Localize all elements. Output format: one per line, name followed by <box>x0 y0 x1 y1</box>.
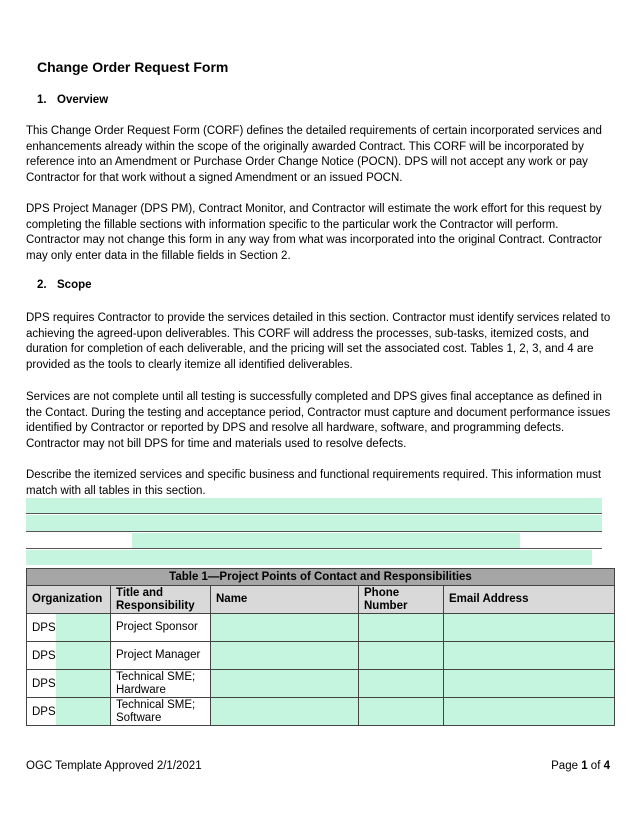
table-row <box>27 670 615 698</box>
organization-fill[interactable] <box>56 614 110 641</box>
phone-field[interactable] <box>359 614 444 642</box>
section-number: 2. <box>37 279 47 291</box>
organization-fill[interactable] <box>56 698 110 725</box>
section-heading-text: Overview <box>57 94 109 106</box>
organization-cell <box>27 698 111 726</box>
section-heading-overview <box>37 94 108 106</box>
footer-page-number <box>551 760 610 772</box>
organization-label: DPS <box>32 705 56 718</box>
organization-fill[interactable] <box>56 670 110 697</box>
organization-fill[interactable] <box>56 642 110 669</box>
organization-label: DPS <box>32 621 56 634</box>
name-field[interactable] <box>211 642 359 670</box>
title-cell: Project Sponsor <box>111 614 211 642</box>
title-cell: Technical SME; Software <box>111 698 211 726</box>
name-field[interactable] <box>211 698 359 726</box>
organization-label: DPS <box>32 649 56 662</box>
email-field[interactable] <box>444 614 615 642</box>
section-number: 1. <box>37 94 47 106</box>
email-field[interactable] <box>444 670 615 698</box>
name-field[interactable] <box>211 614 359 642</box>
phone-field[interactable] <box>359 670 444 698</box>
section-heading-text: Scope <box>57 279 92 291</box>
requirements-fill-line-3 <box>26 533 602 549</box>
page-current: 1 <box>581 760 588 772</box>
column-header-organization: Organization <box>27 586 111 614</box>
table-caption: Table 1—Project Points of Contact and Responsibilities <box>27 569 615 586</box>
points-of-contact-table <box>26 568 615 726</box>
table-row <box>27 642 615 670</box>
page-of: of <box>587 760 604 772</box>
page-prefix: Page <box>551 760 582 772</box>
column-header-name: Name <box>211 586 359 614</box>
email-field[interactable] <box>444 698 615 726</box>
title-cell: Project Manager <box>111 642 211 670</box>
organization-cell <box>27 614 111 642</box>
overview-paragraph-2: DPS Project Manager (DPS PM), Contract Monitor, and Contractor will estimate the work effort for this request by completing the fillable sections with information specific to the particular work the Contractor will perform. Contractor may not change this form in any way from what was incorporated into the original Contract. Contractor may only enter data in the fillable fields in Section 2. <box>26 203 602 262</box>
footer-template-approval: OGC Template Approved 2/1/2021 <box>26 760 202 772</box>
requirements-fill-field-3[interactable] <box>132 533 520 548</box>
page-total: 4 <box>603 760 610 772</box>
phone-field[interactable] <box>359 642 444 670</box>
overview-paragraph-1: This Change Order Request Form (CORF) defines the detailed requirements of certain incorporated services and enhancements already within the scope of the originally awarded Contract. This CORF will be incorporated by reference into an Amendment or Purchase Order Change Notice (POCN). DPS will not accept any work or pay Contractor for that work without a signed Amendment or an issued POCN. <box>26 125 602 184</box>
title-cell: Technical SME; Hardware <box>111 670 211 698</box>
organization-label: DPS <box>32 677 56 690</box>
phone-field[interactable] <box>359 698 444 726</box>
scope-paragraph-2: Services are not complete until all testing is successfully completed and DPS gives final acceptance as defined in the Contact. During the testing and acceptance period, Contractor must capture and document performance issues identified by Contractor or reported by DPS and resolve all hardware, software, and programming defects. Contractor may not bill DPS for time and materials used to resolve defects. <box>26 391 611 450</box>
column-header-phone: Phone Number <box>359 586 444 614</box>
scope-paragraph-3: Describe the itemized services and specific business and functional requirements required. This information must match with all tables in this section. <box>26 469 602 497</box>
section-heading-scope <box>37 279 92 291</box>
organization-cell <box>27 670 111 698</box>
column-header-email: Email Address <box>444 586 615 614</box>
organization-cell <box>27 642 111 670</box>
requirements-fill-line-4[interactable] <box>26 550 592 565</box>
requirements-fill-line-2[interactable] <box>26 515 602 532</box>
page-title: Change Order Request Form <box>37 59 229 75</box>
scope-paragraph-1: DPS requires Contractor to provide the services detailed in this section. Contractor must identify services related to achieving the agreed-upon deliverables. This CORF will address the processes, sub-tasks, itemized costs, and duration for completion of each deliverable, and the pricing will set the associated cost. Tables 1, 2, 3, and 4 are provided as the tools to clearly itemize all identified deliverables. <box>26 312 611 371</box>
name-field[interactable] <box>211 670 359 698</box>
table-row <box>27 614 615 642</box>
email-field[interactable] <box>444 642 615 670</box>
requirements-fill-line-1[interactable] <box>26 498 602 514</box>
table-row <box>27 698 615 726</box>
column-header-title: Title and Responsibility <box>111 586 211 614</box>
